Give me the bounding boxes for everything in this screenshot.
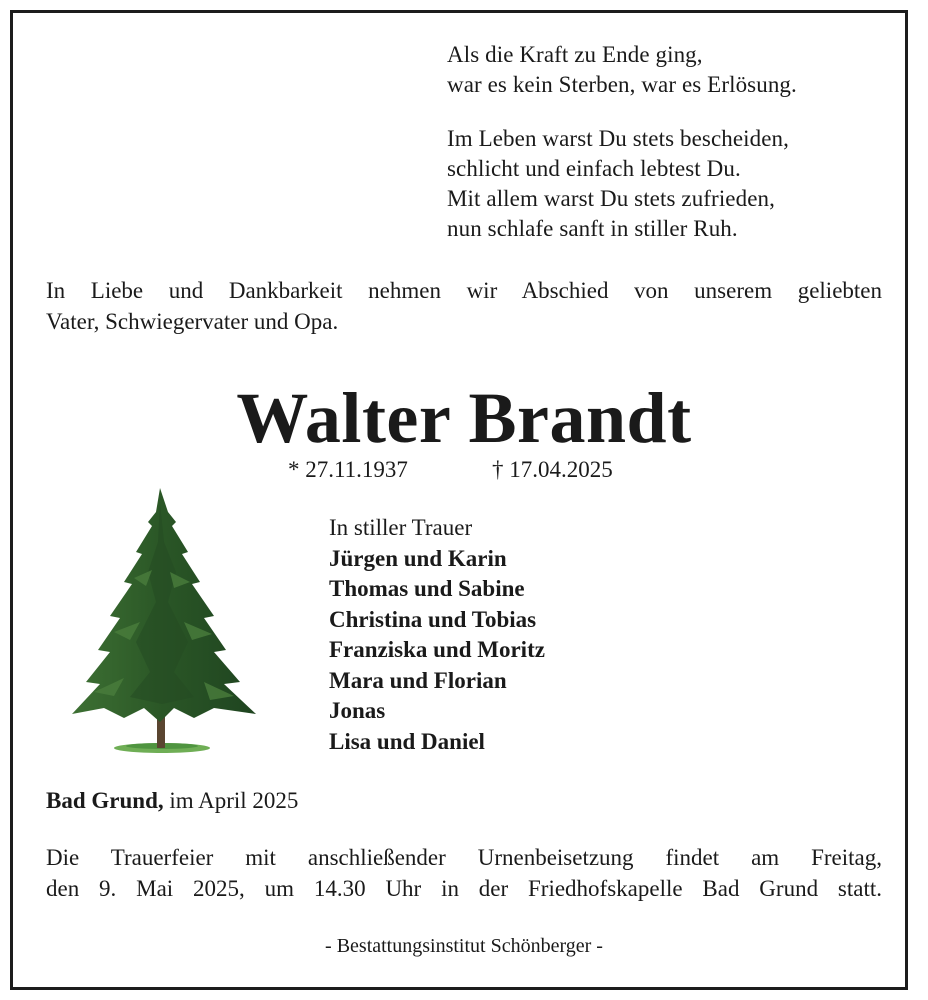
intro-line-1: In Liebe und Dankbarkeit nehmen wir Abschied von unserem geliebten [46,278,882,303]
mourner-name: Mara und Florian [329,667,507,693]
poem-line: Mit allem warst Du stets zufrieden, [447,186,775,211]
poem-stanza-2 [447,124,789,244]
mourner-name: Lisa und Daniel [329,728,485,754]
intro-line-2: Vater, Schwiegervater und Opa. [46,309,339,334]
birth-date: * 27.11.1937 [288,457,408,482]
death-date: † 17.04.2025 [492,457,613,482]
mourner-name: Jonas [329,698,386,723]
spruce-tree-image [64,482,262,758]
mourners-heading: In stiller Trauer [329,515,473,540]
mourner-name: Franziska und Moritz [329,637,545,662]
place-date [46,786,298,816]
poem-line: schlicht und einfach lebtest Du. [447,156,741,181]
deceased-name: Walter Brandt [236,378,692,458]
mourner-name: Thomas und Sabine [329,576,525,601]
poem-line: Im Leben warst Du stets bescheiden, [447,126,790,151]
poem-stanza-1 [447,40,797,100]
mourner-name: Jürgen und Karin [329,545,507,571]
mourner-name: Christina und Tobias [329,606,537,632]
poem-line: nun schlafe sanft in stiller Ruh. [447,216,738,241]
place-month: im April 2025 [169,788,299,813]
place-town: Bad Grund, [46,788,164,813]
ceremony-line-2: den 9. Mai 2025, um 14.30 Uhr in der Friedhofskapelle Bad Grund statt. [46,876,882,901]
funeral-home: - Bestattungsinstitut Schönberger - [325,935,603,957]
ceremony-line-1: Die Trauerfeier mit anschließender Urnenbeisetzung findet am Freitag, [46,845,882,870]
poem-line: war es kein Sterben, war es Erlösung. [447,72,797,97]
poem-line: Als die Kraft zu Ende ging, [447,42,703,67]
mourners-list [329,513,545,757]
